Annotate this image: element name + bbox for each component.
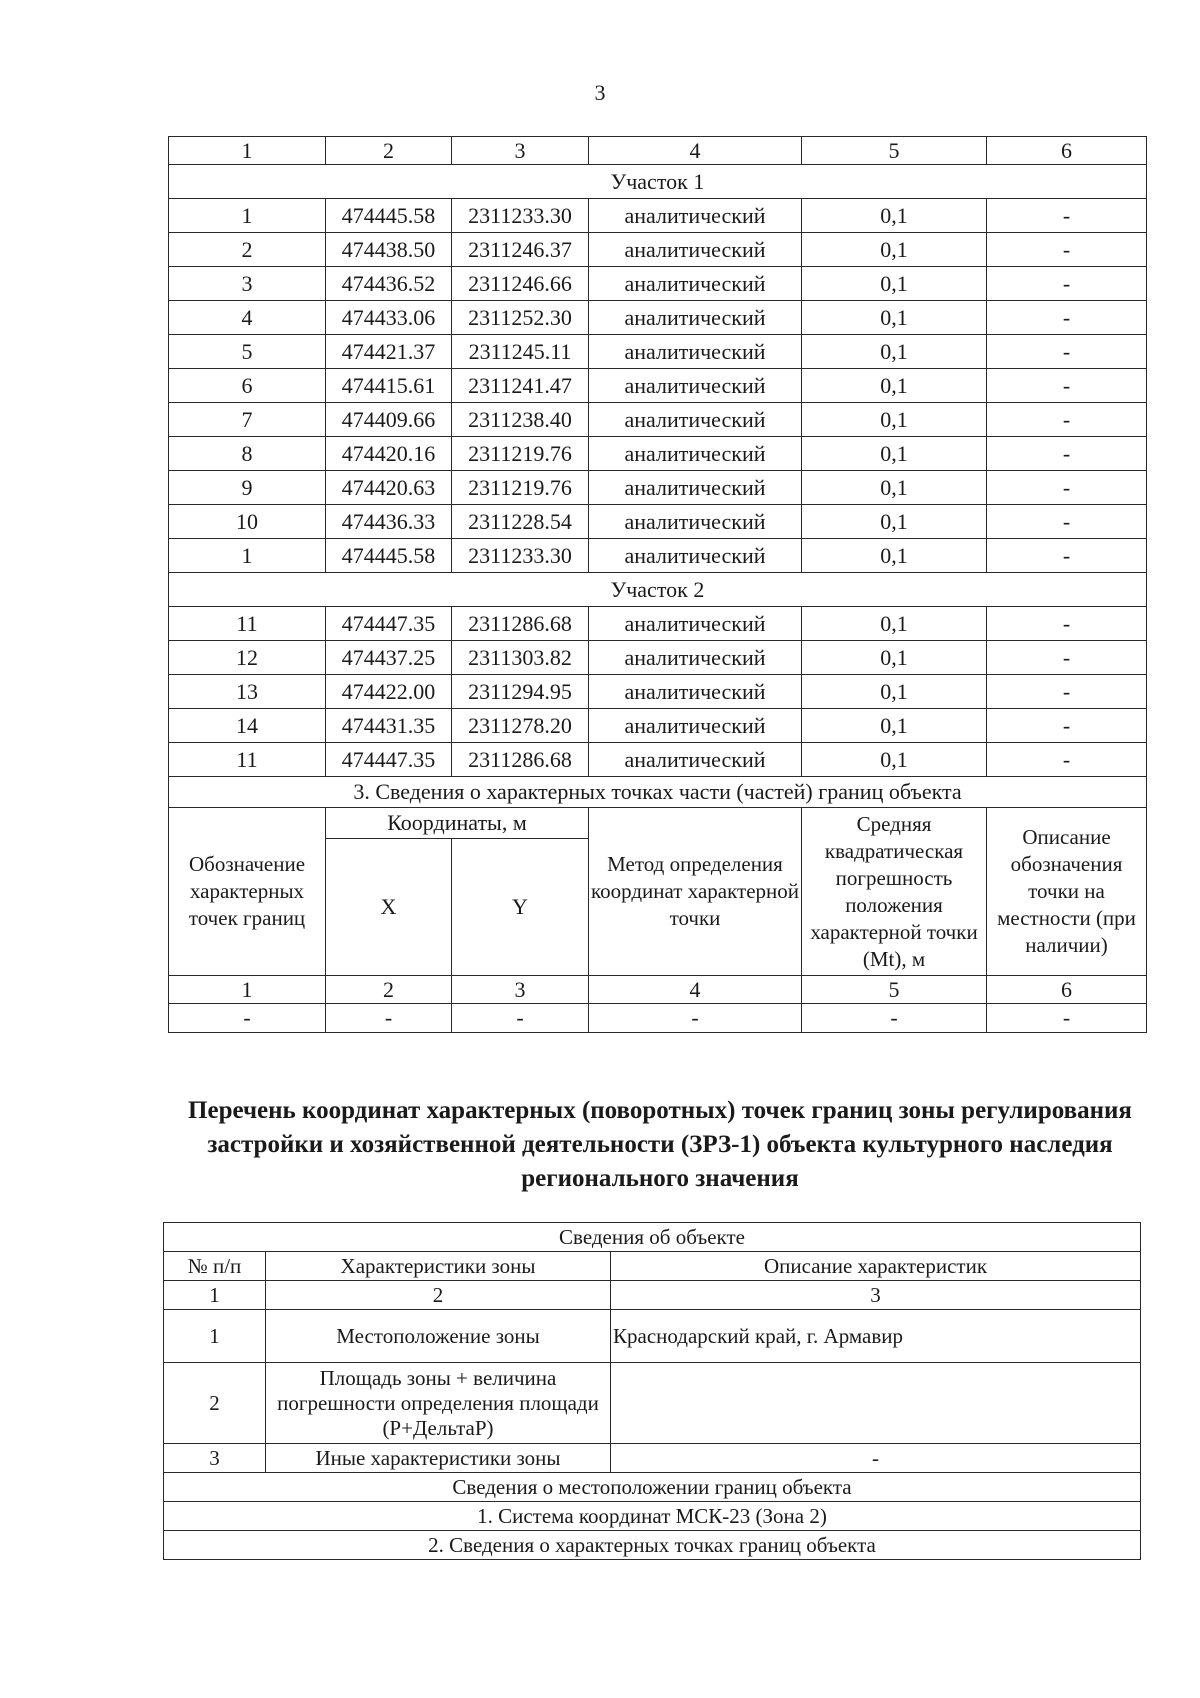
characteristic: Местоположение зоны [266, 1310, 611, 1363]
object-info-table [163, 1222, 1141, 1560]
description: - [987, 709, 1147, 743]
coord-y: 2311294.95 [452, 675, 589, 709]
characteristic: Площадь зоны + величина погрешности определения площади (Р+ДельтаР) [266, 1363, 611, 1444]
coord-y: 2311228.54 [452, 505, 589, 539]
method: аналитический [589, 505, 802, 539]
error: 0,1 [802, 335, 987, 369]
method: аналитический [589, 301, 802, 335]
column-number: 3 [452, 976, 589, 1004]
point-number: 12 [169, 641, 326, 675]
column-number: 6 [987, 137, 1147, 165]
method: аналитический [589, 539, 802, 573]
column-number: 5 [802, 137, 987, 165]
column-number: 4 [589, 137, 802, 165]
table-row [169, 267, 1147, 301]
method: аналитический [589, 471, 802, 505]
coord-x: 474436.33 [326, 505, 452, 539]
coord-y: 2311238.40 [452, 403, 589, 437]
method: аналитический [589, 607, 802, 641]
point-number: 13 [169, 675, 326, 709]
characteristic: Иные характеристики зоны [266, 1444, 611, 1473]
header-designation: Обозначение характерных точек границ [169, 808, 326, 976]
error: 0,1 [802, 641, 987, 675]
table-row [169, 675, 1147, 709]
description: - [987, 301, 1147, 335]
header-description: Описание характеристик [611, 1252, 1141, 1281]
coord-x: 474445.58 [326, 199, 452, 233]
empty-value: - [589, 1004, 802, 1033]
section-title: Участок 1 [169, 165, 1147, 199]
method: аналитический [589, 199, 802, 233]
coord-y: 2311252.30 [452, 301, 589, 335]
description: - [987, 743, 1147, 777]
description: - [987, 539, 1147, 573]
section-title: Участок 2 [169, 573, 1147, 607]
error: 0,1 [802, 607, 987, 641]
coord-x: 474422.00 [326, 675, 452, 709]
coord-x: 474415.61 [326, 369, 452, 403]
header-point-description: Описание обозначения точки на местности (при наличии) [987, 808, 1147, 976]
row-number: 1 [164, 1310, 266, 1363]
point-number: 10 [169, 505, 326, 539]
coord-y: 2311233.30 [452, 199, 589, 233]
table-row [169, 199, 1147, 233]
document-heading: Перечень координат характерных (поворотных) точек границ зоны регулирования застройки и хозяйственной деятельности (ЗРЗ-1) объекта культурного наследия регионального значения [188, 1097, 1132, 1192]
object-info-title: Сведения об объекте [164, 1223, 1141, 1252]
row-number: 2 [164, 1363, 266, 1444]
table-row [169, 709, 1147, 743]
error: 0,1 [802, 505, 987, 539]
header-y: Y [452, 839, 589, 976]
table-row [169, 607, 1147, 641]
error: 0,1 [802, 199, 987, 233]
column-number: 3 [452, 137, 589, 165]
coord-x: 474409.66 [326, 403, 452, 437]
point-number: 11 [169, 607, 326, 641]
coord-x: 474421.37 [326, 335, 452, 369]
table-row [169, 369, 1147, 403]
point-number: 5 [169, 335, 326, 369]
error: 0,1 [802, 709, 987, 743]
table-row [169, 301, 1147, 335]
error: 0,1 [802, 539, 987, 573]
table-row [169, 471, 1147, 505]
method: аналитический [589, 267, 802, 301]
error: 0,1 [802, 675, 987, 709]
description: - [987, 403, 1147, 437]
coord-y: 2311245.11 [452, 335, 589, 369]
method: аналитический [589, 233, 802, 267]
point-number: 4 [169, 301, 326, 335]
column-number: 1 [164, 1281, 266, 1310]
coord-y: 2311278.20 [452, 709, 589, 743]
error: 0,1 [802, 267, 987, 301]
error: 0,1 [802, 471, 987, 505]
table-row [169, 233, 1147, 267]
coord-y: 2311246.66 [452, 267, 589, 301]
table-row [169, 437, 1147, 471]
coord-y: 2311219.76 [452, 437, 589, 471]
point-number: 14 [169, 709, 326, 743]
empty-value: - [987, 1004, 1147, 1033]
characteristic-value [611, 1363, 1141, 1444]
coord-y: 2311219.76 [452, 471, 589, 505]
header-num: № п/п [164, 1252, 266, 1281]
column-number: 1 [169, 137, 326, 165]
table-row [169, 403, 1147, 437]
error: 0,1 [802, 743, 987, 777]
characteristic-value: - [611, 1444, 1141, 1473]
description: - [987, 335, 1147, 369]
header-characteristics: Характеристики зоны [266, 1252, 611, 1281]
error: 0,1 [802, 233, 987, 267]
column-number: 4 [589, 976, 802, 1004]
description: - [987, 607, 1147, 641]
description: - [987, 369, 1147, 403]
coord-x: 474420.16 [326, 437, 452, 471]
method: аналитический [589, 369, 802, 403]
empty-value: - [326, 1004, 452, 1033]
row-number: 3 [164, 1444, 266, 1473]
table-row [169, 539, 1147, 573]
table-row [169, 335, 1147, 369]
method: аналитический [589, 335, 802, 369]
description: - [987, 199, 1147, 233]
point-number: 7 [169, 403, 326, 437]
point-number: 1 [169, 539, 326, 573]
error: 0,1 [802, 301, 987, 335]
description: - [987, 641, 1147, 675]
method: аналитический [589, 403, 802, 437]
method: аналитический [589, 641, 802, 675]
empty-value: - [452, 1004, 589, 1033]
point-number: 9 [169, 471, 326, 505]
column-number: 3 [611, 1281, 1141, 1310]
column-number: 2 [326, 976, 452, 1004]
method: аналитический [589, 437, 802, 471]
coord-y: 2311246.37 [452, 233, 589, 267]
point-number: 6 [169, 369, 326, 403]
description: - [987, 471, 1147, 505]
section3-title: 3. Сведения о характерных точках части (частей) границ объекта [169, 777, 1147, 808]
point-number: 1 [169, 199, 326, 233]
error: 0,1 [802, 437, 987, 471]
location-title: Сведения о местоположении границ объекта [164, 1473, 1141, 1502]
empty-value: - [802, 1004, 987, 1033]
method: аналитический [589, 743, 802, 777]
coord-x: 474436.52 [326, 267, 452, 301]
coord-x: 474437.25 [326, 641, 452, 675]
method: аналитический [589, 709, 802, 743]
coord-x: 474433.06 [326, 301, 452, 335]
error: 0,1 [802, 369, 987, 403]
header-x: X [326, 839, 452, 976]
coord-x: 474420.63 [326, 471, 452, 505]
characteristic-value: Краснодарский край, г. Армавир [611, 1310, 1141, 1363]
point-number: 2 [169, 233, 326, 267]
coordinate-system: 1. Система координат МСК-23 (Зона 2) [164, 1502, 1141, 1531]
points-title: 2. Сведения о характерных точках границ объекта [164, 1531, 1141, 1560]
description: - [987, 267, 1147, 301]
header-error: Средняя квадратическая погрешность положения характерной точки (Mt), м [802, 808, 987, 976]
description: - [987, 233, 1147, 267]
header-method: Метод определения координат характерной точки [589, 808, 802, 976]
header-coordinates: Координаты, м [326, 808, 589, 839]
coord-y: 2311286.68 [452, 607, 589, 641]
column-number: 2 [326, 137, 452, 165]
error: 0,1 [802, 403, 987, 437]
column-number: 6 [987, 976, 1147, 1004]
method: аналитический [589, 675, 802, 709]
coordinates-table [168, 136, 1147, 1033]
empty-value: - [169, 1004, 326, 1033]
coord-x: 474445.58 [326, 539, 452, 573]
coord-x: 474431.35 [326, 709, 452, 743]
table-row [169, 743, 1147, 777]
point-number: 3 [169, 267, 326, 301]
coord-y: 2311286.68 [452, 743, 589, 777]
coord-x: 474438.50 [326, 233, 452, 267]
point-number: 11 [169, 743, 326, 777]
table-row [169, 641, 1147, 675]
description: - [987, 437, 1147, 471]
column-number: 1 [169, 976, 326, 1004]
column-number: 2 [266, 1281, 611, 1310]
page-number: 3 [594, 80, 606, 105]
point-number: 8 [169, 437, 326, 471]
description: - [987, 675, 1147, 709]
description: - [987, 505, 1147, 539]
table-row [169, 505, 1147, 539]
coord-y: 2311303.82 [452, 641, 589, 675]
coord-x: 474447.35 [326, 607, 452, 641]
coord-y: 2311241.47 [452, 369, 589, 403]
column-number: 5 [802, 976, 987, 1004]
coord-y: 2311233.30 [452, 539, 589, 573]
coord-x: 474447.35 [326, 743, 452, 777]
